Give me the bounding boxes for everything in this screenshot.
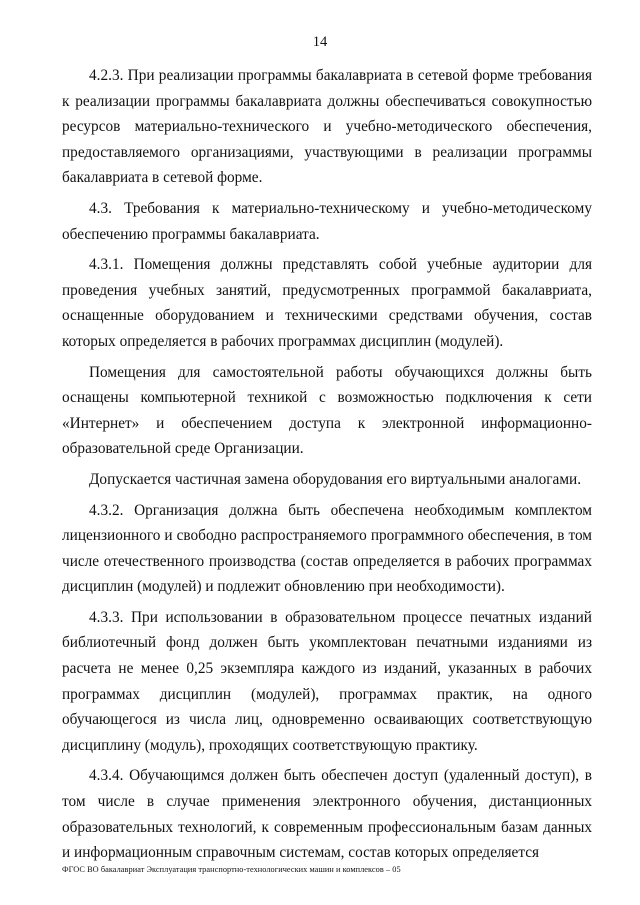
- body-text: [62, 63, 592, 866]
- page-number: 14: [312, 34, 328, 50]
- paragraph-4-3: 4.3. Требования к материально-техническому и учебно-методическому обеспечению программы бакалавриата.: [62, 199, 592, 243]
- paragraph-4-2-3: 4.2.3. При реализации программы бакалавриата в сетевой форме требования к реализации программы бакалавриата должны обеспечиваться совокупностью ресурсов материально-технического и учебно-методического обеспечения, предоставляемого организациями, участвующими в реализации программы бакалавриата в сетевой форме.: [62, 67, 592, 187]
- paragraph-self-study-rooms: Помещения для самостоятельной работы обучающихся должны быть оснащены компьютерной техникой с возможностью подключения к сети «Интернет» и обеспечением доступа к электронной информационно-образовательной среде Организации.: [62, 363, 592, 458]
- paragraph-4-3-2: 4.3.2. Организация должна быть обеспечена необходимым комплектом лицензионного и свободно распространяемого программного обеспечения, в том числе отечественного производства (состав определяется в рабочих программах дисциплин (модулей) и подлежит обновлению при необходимости).: [62, 501, 592, 596]
- paragraph-4-3-3: 4.3.3. При использовании в образовательном процессе печатных изданий библиотечный фонд должен быть укомплектован печатными изданиями из расчета не менее 0,25 экземпляра каждого из изданий, указанных в рабочих программах дисциплин (модулей), программах практик, на одного обучающегося из числа лиц, одновременно осваивающих соответствующую дисциплину (модуль), проходящих соответствующую практику.: [62, 608, 592, 754]
- paragraph-4-3-1: 4.3.1. Помещения должны представлять собой учебные аудитории для проведения учебных занятий, предусмотренных программой бакалавриата, оснащенные оборудованием и техническими средствами обучения, состав которых определяется в рабочих программах дисциплин (модулей).: [62, 256, 592, 350]
- paragraph-4-3-4: 4.3.4. Обучающимся должен быть обеспечен доступ (удаленный доступ), в том числе в случае применения электронного обучения, дистанционных образовательных технологий, к современным профессиональным базам данных и информационным справочным системам, состав которых определяется: [62, 767, 592, 862]
- page-footer: ФГОС ВО бакалавриат Эксплуатация транспортно-технологических машин и комплексов – 05: [62, 865, 401, 874]
- paragraph-virtual-analogs: Допускается частичная замена оборудования его виртуальными аналогами.: [89, 470, 582, 488]
